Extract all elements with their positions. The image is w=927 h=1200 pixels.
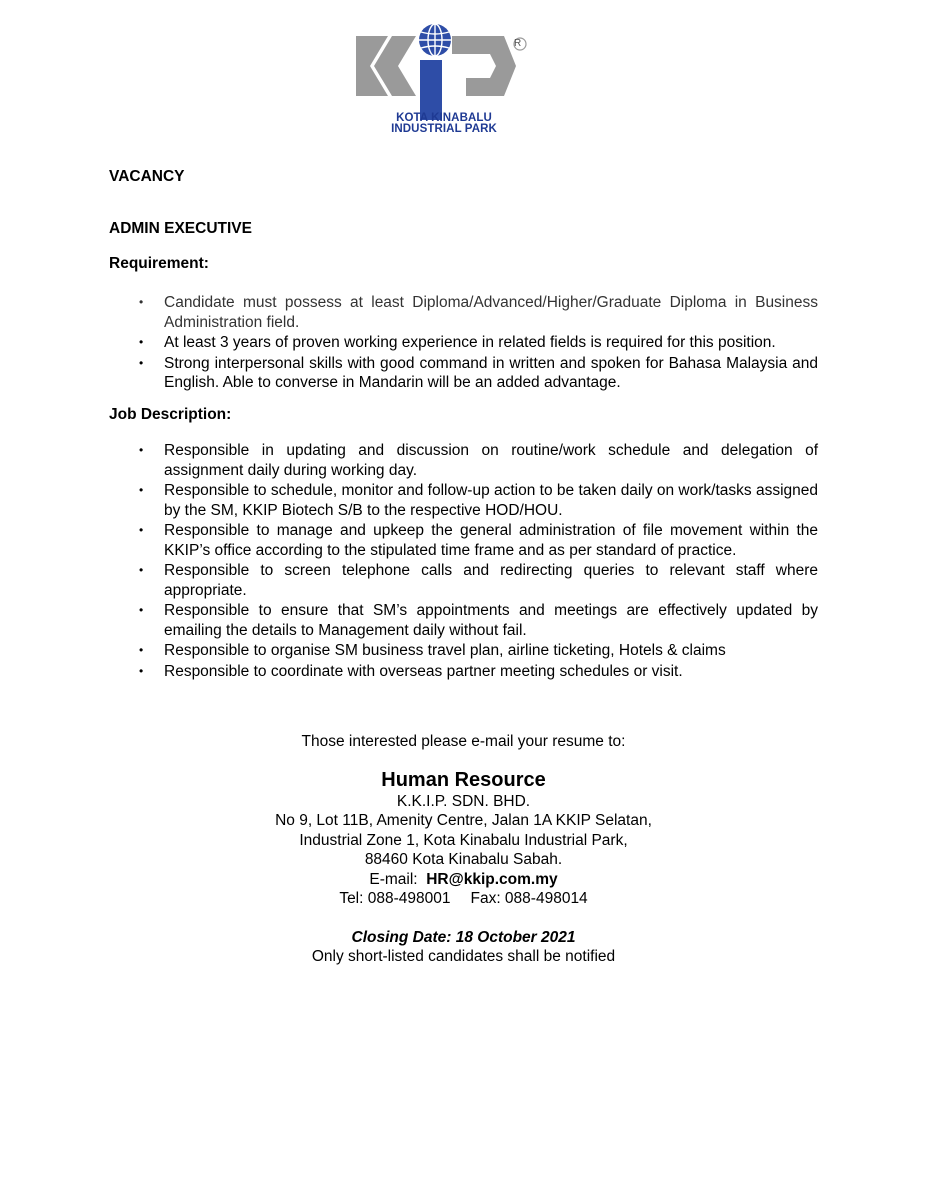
list-item: • Responsible to organise SM business travel plan, airline ticketing, Hotels & claims (109, 641, 818, 661)
list-item: • Strong interpersonal skills with good command in written and spoken for Bahasa Malaysia and English. Able to converse in Mandarin will be an added advantage. (109, 354, 818, 393)
globe-icon (419, 24, 451, 56)
logo-i-stem (420, 60, 442, 120)
department-title: Human Resource (381, 768, 546, 791)
address-line-2: Industrial Zone 1, Kota Kinabalu Industrial Park, (299, 831, 628, 849)
company-name: K.K.I.P. SDN. BHD. (396, 792, 531, 810)
list-item: • Responsible to manage and upkeep the general administration of file movement within the KKIP’s office according to the stipulated time frame and as per standard of practice. (109, 521, 818, 560)
list-item: • At least 3 years of proven working experience in related fields is required for this position. (109, 333, 818, 353)
tel-number: Tel: 088-498001 (339, 890, 451, 907)
requirement-heading: Requirement: (109, 255, 209, 272)
logo-line-2: INDUSTRIAL PARK (391, 123, 497, 135)
list-item: • Responsible to screen telephone calls and redirecting queries to relevant staff where appropriate. (109, 561, 818, 600)
address-line-1: No 9, Lot 11B, Amenity Centre, Jalan 1A KKIP Selatan, (275, 812, 652, 829)
shortlist-notice: Only short-listed candidates shall be notified (311, 948, 616, 965)
contact-intro: Those interested please e-mail your resume to: (301, 733, 626, 750)
address-line-3: 88460 Kota Kinabalu Sabah. (364, 851, 563, 868)
fax-number: Fax: 088-498014 (470, 890, 588, 907)
registered-mark: R (514, 38, 522, 49)
contact-block (0, 732, 927, 967)
list-item: • Candidate must possess at least Diploma/Advanced/Higher/Graduate Diploma in Business Administration field. (109, 293, 818, 332)
email-row (0, 870, 927, 890)
list-item: • Responsible to coordinate with overseas partner meeting schedules or visit. (109, 662, 818, 682)
list-item: • Responsible to ensure that SM’s appointments and meetings are effectively updated by emailing the details to Management daily without fail. (109, 601, 818, 640)
vacancy-label: VACANCY (109, 168, 185, 185)
requirement-list (109, 293, 818, 394)
phone-row (0, 889, 927, 909)
position-title: ADMIN EXECUTIVE (109, 220, 252, 237)
email-label: E-mail: (369, 870, 418, 888)
list-item: • Responsible in updating and discussion on routine/work schedule and delegation of assignment daily during working day. (109, 441, 818, 480)
job-description-heading: Job Description: (109, 406, 232, 423)
closing-date: Closing Date: 18 October 2021 (351, 928, 576, 946)
email-link[interactable]: HR@kkip.com.my (426, 870, 558, 888)
list-item: • Responsible to schedule, monitor and follow-up action to be taken daily on work/tasks assigned by the SM, KKIP Biotech S/B to the respective HOD/HOU. (109, 481, 818, 520)
job-description-list (109, 441, 818, 682)
logo-p-shape (452, 36, 516, 96)
logo-line-1: KOTA KINABALU (396, 112, 492, 124)
